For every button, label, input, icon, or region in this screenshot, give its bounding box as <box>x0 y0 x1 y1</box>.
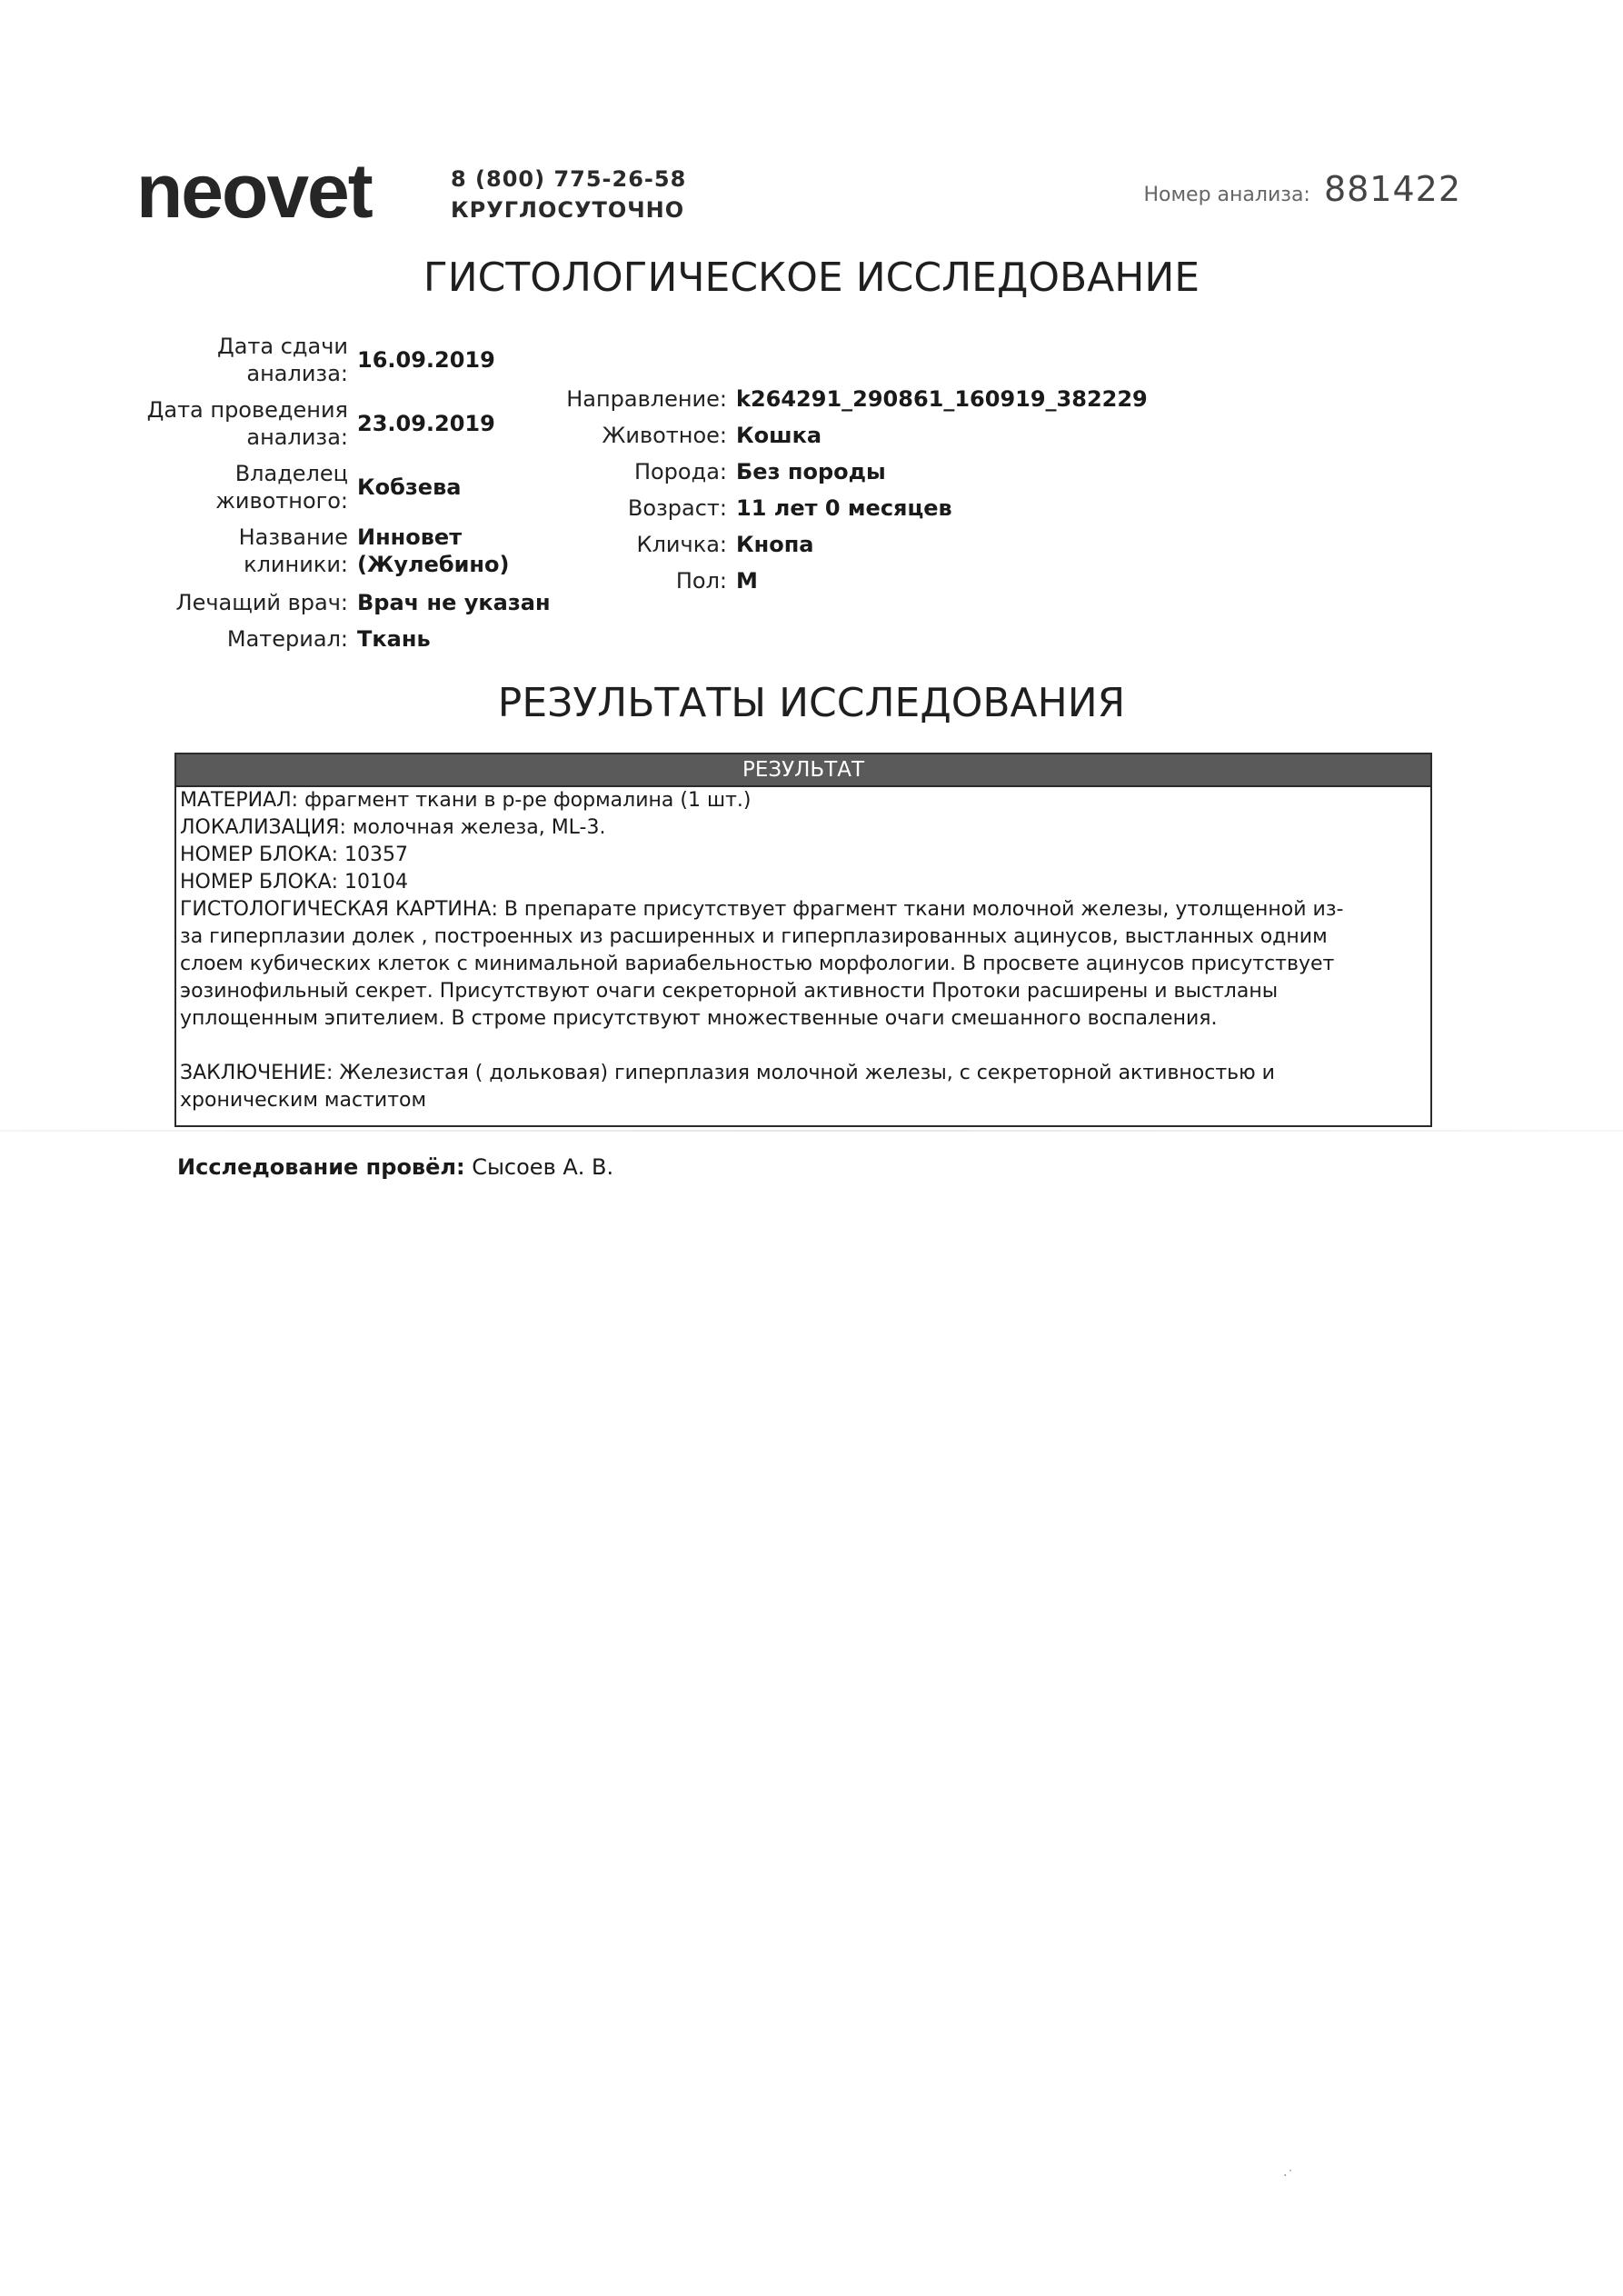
direction-value: k264291_290861_160919_382229 <box>736 386 1148 412</box>
sex-value: М <box>736 568 758 594</box>
result-line: НОМЕР БЛОКА: 10104 <box>180 871 409 893</box>
conclusion-line: ЗАКЛЮЧЕНИЕ: Железистая ( дольковая) гиперплазия молочной железы, с секреторной активностью и <box>180 1062 1275 1084</box>
results-title: РЕЗУЛЬТАТЫ ИССЛЕДОВАНИЯ <box>497 680 1126 726</box>
contact-block <box>451 164 686 225</box>
result-line: ГИСТОЛОГИЧЕСКАЯ КАРТИНА: В препарате присутствует фрагмент ткани молочной железы, утолщенной из- <box>180 898 1344 921</box>
field-name: Кличка: Кнопа <box>636 532 814 557</box>
field-sex: Пол: М <box>675 568 758 594</box>
result-line: за гиперплазии долек , построенных из расширенных и гиперплазированных ацинусов, выстланных одним <box>180 925 1328 948</box>
field-age: Возраст: 11 лет 0 месяцев <box>627 495 952 521</box>
breed-value: Без породы <box>736 459 886 484</box>
signature-name: Сысоев А. В. <box>472 1154 614 1180</box>
spacer <box>180 1033 1427 1060</box>
pet-name-value: Кнопа <box>736 532 814 557</box>
field-submission-date: Дата сдачи анализа: 16.09.2019 <box>216 334 495 386</box>
analysis-number-label: Номер анализа: <box>1143 184 1310 206</box>
document-title: ГИСТОЛОГИЧЕСКОЕ ИССЛЕДОВАНИЕ <box>423 255 1200 301</box>
conclusion-line: хроническим маститом <box>180 1089 427 1112</box>
neovet-logo: neovet <box>136 148 372 234</box>
result-line: НОМЕР БЛОКА: 10357 <box>180 844 409 866</box>
signature-label: Исследование провёл: <box>177 1154 465 1180</box>
analysis-date-value: 23.09.2019 <box>357 411 495 436</box>
analysis-number <box>1143 169 1461 209</box>
owner-value: Кобзева <box>357 474 462 500</box>
field-direction: Направление: k264291_290861_160919_382229 <box>566 386 1148 412</box>
submission-date-value: 16.09.2019 <box>357 347 495 373</box>
field-owner: Владелец животного: Кобзева <box>215 461 462 514</box>
phone-number: 8 (800) 775-26-58 <box>451 166 687 192</box>
field-breed: Порода: Без породы <box>633 459 886 484</box>
field-animal: Животное: Кошка <box>602 423 822 448</box>
result-box <box>174 753 1432 1127</box>
field-analysis-date: Дата проведения анализа: 23.09.2019 <box>146 397 495 450</box>
doctor-value: Врач не указан <box>357 590 551 615</box>
result-line: уплощенным эпителием. В строме присутствуют множественные очаги смешанного воспаления. <box>180 1007 1218 1030</box>
field-material: Материал: Ткань <box>226 626 431 652</box>
result-line: ЛОКАЛИЗАЦИЯ: молочная железа, ML-3. <box>180 816 606 839</box>
result-line: МАТЕРИАЛ: фрагмент ткани в р-ре формалина (1 шт.) <box>180 789 752 812</box>
result-line: слоем кубических клеток с минимальной вариабельностью морфологии. В просвете ацинусов присутствует <box>180 953 1335 975</box>
age-value: 11 лет 0 месяцев <box>736 495 952 521</box>
clinic-value: Инновет (Жулебино) <box>357 524 510 577</box>
signature <box>177 1154 613 1180</box>
animal-value: Кошка <box>736 423 822 448</box>
scan-speck: ·˙ <box>1283 2169 1294 2183</box>
hours-text: КРУГЛОСУТОЧНО <box>451 197 685 223</box>
result-line: эозинофильный секрет. Присутствуют очаги секреторной активности Протоки расширены и выстланы <box>180 980 1279 1003</box>
result-body <box>176 787 1430 1114</box>
scan-fold-line <box>0 1130 1623 1132</box>
result-header: РЕЗУЛЬТАТ <box>176 754 1430 787</box>
material-value: Ткань <box>357 626 431 652</box>
analysis-number-value: 881422 <box>1323 169 1461 209</box>
field-doctor: Лечащий врач: Врач не указан <box>175 590 551 615</box>
field-clinic: Название клиники: Инновет (Жулебино) <box>238 524 510 577</box>
